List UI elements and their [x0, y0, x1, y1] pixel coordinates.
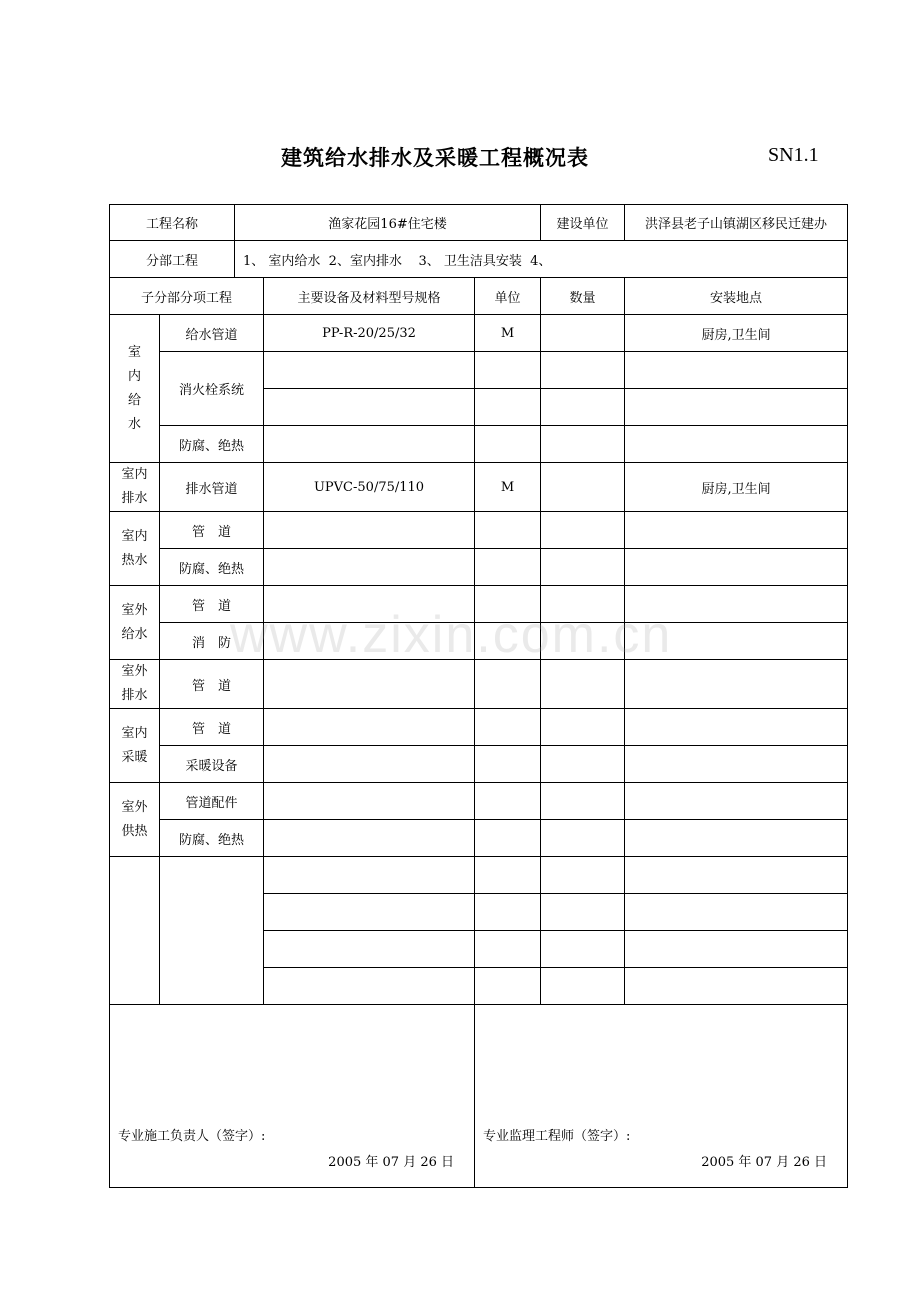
row-hydrant-name: 消火栓系统 [160, 352, 264, 426]
cell [541, 549, 625, 586]
form-code: SN1.1 [768, 144, 819, 166]
cell [541, 931, 625, 968]
cell [475, 894, 541, 931]
cell [160, 857, 264, 1005]
cell [264, 783, 475, 820]
cell [475, 549, 541, 586]
division-label: 分部工程 [110, 241, 235, 278]
cell [541, 352, 625, 389]
cell [264, 352, 475, 389]
row-anticorr2-name: 防腐、绝热 [160, 549, 264, 586]
cell [475, 968, 541, 1005]
cell [475, 783, 541, 820]
cell [264, 709, 475, 746]
cell [264, 389, 475, 426]
group-indoor-heat: 室内 采暖 [110, 709, 160, 783]
project-name-value: 渔家花园16#住宅楼 [235, 205, 541, 241]
cell [475, 426, 541, 463]
row-drain-pipe-unit: M [475, 463, 541, 512]
group-outdoor-water: 室外 给水 [110, 586, 160, 660]
page-title: 建筑给水排水及采暖工程概况表 [281, 146, 589, 170]
cell [541, 894, 625, 931]
group-indoor-water: 室 内 给 水 [110, 315, 160, 463]
row-drain-pipe-location: 厨房,卫生间 [625, 463, 848, 512]
cell [110, 857, 160, 1005]
cell [541, 426, 625, 463]
cell [625, 352, 848, 389]
cell [475, 389, 541, 426]
contractor-signature-label: 专业施工负责人（签字）: [118, 1129, 266, 1144]
row-water-pipe-spec: PP-R-20/25/32 [264, 315, 475, 352]
row-water-pipe-unit: M [475, 315, 541, 352]
col-qty: 数量 [541, 278, 625, 315]
row-water-pipe-location: 厨房,卫生间 [625, 315, 848, 352]
cell [541, 968, 625, 1005]
cell [625, 389, 848, 426]
cell [541, 783, 625, 820]
cell [264, 820, 475, 857]
row-water-pipe-qty [541, 315, 625, 352]
row-drain-pipe-name: 排水管道 [160, 463, 264, 512]
cell [541, 463, 625, 512]
watermark: www.zixin.com.cn [230, 606, 673, 664]
supervisor-signature-date: 2005 年 07 月 26 日 [701, 1155, 828, 1170]
row-out-drain-pipe-name: 管 道 [160, 660, 264, 709]
cell [625, 857, 848, 894]
cell [264, 931, 475, 968]
cell [264, 549, 475, 586]
cell [541, 512, 625, 549]
cell [264, 746, 475, 783]
cell [541, 660, 625, 709]
cell [625, 894, 848, 931]
cell [541, 820, 625, 857]
cell [625, 931, 848, 968]
cell [475, 931, 541, 968]
cell [264, 426, 475, 463]
cell [541, 709, 625, 746]
cell [625, 820, 848, 857]
cell [264, 512, 475, 549]
row-anticorr1-name: 防腐、绝热 [160, 426, 264, 463]
supervisor-signature-label: 专业监理工程师（签字）: [483, 1129, 631, 1144]
cell [625, 426, 848, 463]
cell [264, 968, 475, 1005]
cell [625, 968, 848, 1005]
builder-value: 洪泽县老子山镇湖区移民迁建办 [625, 205, 848, 241]
row-heat-pipe-name: 管 道 [160, 709, 264, 746]
cell [264, 660, 475, 709]
cell [625, 709, 848, 746]
col-spec: 主要设备及材料型号规格 [264, 278, 475, 315]
col-subitem: 子分部分项工程 [110, 278, 264, 315]
row-fittings-name: 管道配件 [160, 783, 264, 820]
cell [475, 857, 541, 894]
row-fire-name: 消 防 [160, 623, 264, 660]
division-value: 1、 室内给水 2、室内排水 3、 卫生洁具安装 4、 [235, 241, 848, 278]
cell [475, 820, 541, 857]
row-water-pipe-name: 给水管道 [160, 315, 264, 352]
col-unit: 单位 [475, 278, 541, 315]
cell [264, 857, 475, 894]
row-heat-equip-name: 采暖设备 [160, 746, 264, 783]
cell [625, 746, 848, 783]
cell [475, 512, 541, 549]
group-indoor-drain: 室内 排水 [110, 463, 160, 512]
group-outdoor-heat: 室外 供热 [110, 783, 160, 857]
col-location: 安装地点 [625, 278, 848, 315]
cell [625, 512, 848, 549]
contractor-signature-date: 2005 年 07 月 26 日 [328, 1155, 455, 1170]
cell [475, 352, 541, 389]
builder-label: 建设单位 [541, 205, 625, 241]
cell [625, 549, 848, 586]
row-out-pipe-name: 管 道 [160, 586, 264, 623]
cell [541, 746, 625, 783]
row-anticorr3-name: 防腐、绝热 [160, 820, 264, 857]
cell [264, 894, 475, 931]
group-indoor-hot: 室内 热水 [110, 512, 160, 586]
cell [541, 857, 625, 894]
contractor-signature-cell [110, 1005, 475, 1188]
row-hot-pipe-name: 管 道 [160, 512, 264, 549]
row-drain-pipe-spec: UPVC-50/75/110 [264, 463, 475, 512]
group-outdoor-drain: 室外 排水 [110, 660, 160, 709]
cell [541, 389, 625, 426]
cell [625, 783, 848, 820]
project-name-label: 工程名称 [110, 205, 235, 241]
cell [625, 660, 848, 709]
cell [475, 709, 541, 746]
cell [475, 746, 541, 783]
supervisor-signature-cell [475, 1005, 848, 1188]
overview-table [109, 204, 848, 1188]
cell [475, 660, 541, 709]
